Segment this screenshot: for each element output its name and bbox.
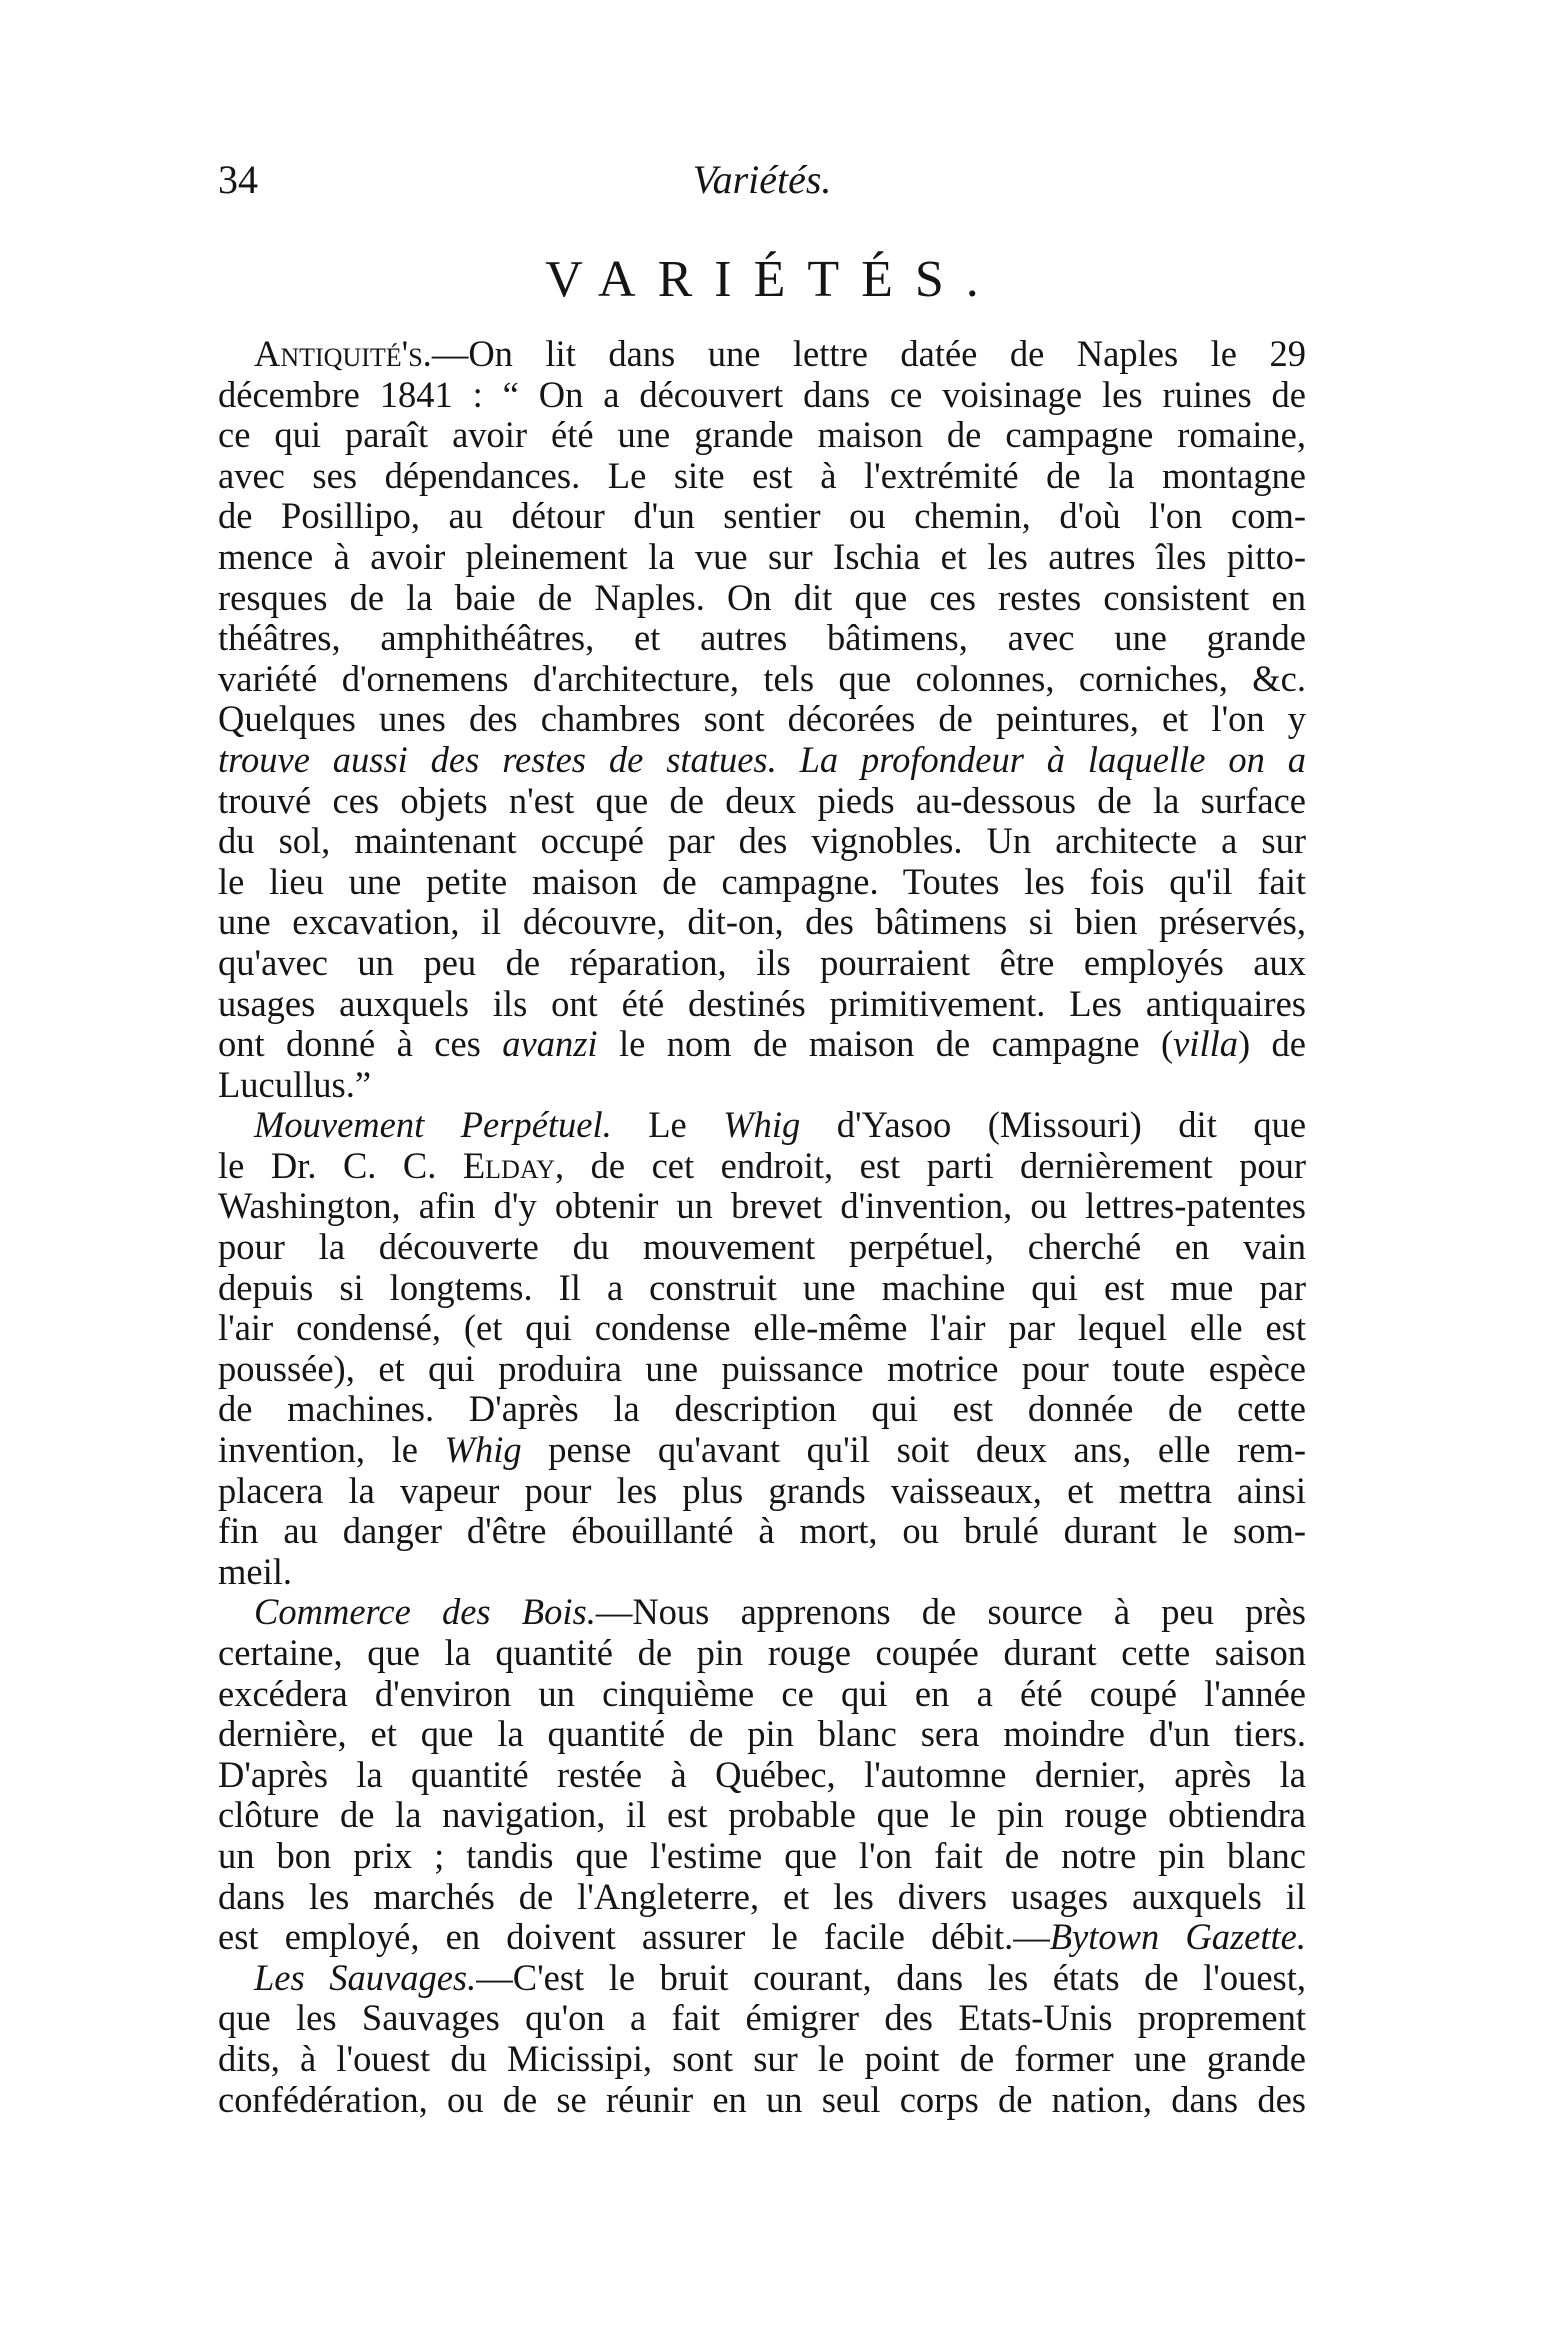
text-line: Washington, afin d'y obtenir un brevet d'invention, ou lettres-patentes: [218, 1186, 1306, 1227]
text-line: poussée), et qui produira une puissance motrice pour toute espèce: [218, 1348, 1306, 1389]
text-line: mence à avoir pleinement la vue sur Ischia et les autres îles pitto-: [218, 536, 1306, 577]
line-text: pense qu'avant qu'il soit deux ans, elle rem-: [521, 1430, 1306, 1471]
article-heading: Antiquité's.: [254, 334, 432, 374]
text-line: [218, 1958, 1306, 1999]
line-text: le nom de maison de campagne (: [597, 1024, 1174, 1065]
text-line: trouvé ces objets n'est que de deux pieds au-dessous de la surface: [218, 780, 1306, 821]
text-line: ce qui paraît avoir été une grande maison de campagne romaine,: [218, 415, 1306, 456]
text-line: Lucullus.”: [218, 1064, 372, 1105]
text-line: que les Sauvages qu'on a fait émigrer des Etats-Unis proprement: [218, 1998, 1306, 2039]
text-line: dernière, et que la quantité de pin blanc sera moindre d'un tiers.: [218, 1714, 1306, 1755]
section-title: VARIÉTÉS.: [545, 251, 1001, 308]
text-line: excédera d'environ un cinquième ce qui en a été coupé l'année: [218, 1673, 1306, 1714]
text-line: [218, 1917, 1306, 1958]
line-text: La profondeur à laquelle on a: [799, 739, 1306, 780]
text-line: [218, 1146, 1306, 1187]
text-line: [218, 1105, 1306, 1146]
line-text: ) de: [1237, 1024, 1306, 1065]
line-text: trouve aussi des restes de statues.: [218, 739, 777, 780]
article-commerce-des-bois: [218, 1592, 1306, 1957]
page-number: 34: [218, 157, 258, 202]
text-line: le lieu une petite maison de campagne. Toutes les fois qu'il fait: [218, 861, 1306, 902]
line-text: —C'est le bruit courant, dans les états de l'ouest,: [476, 1957, 1306, 1998]
text-line: variété d'ornemens d'architecture, tels que colonnes, corniches, &c.: [218, 658, 1306, 699]
line-text: , de cet endroit, est parti dernièrement pour: [555, 1145, 1306, 1186]
running-header: [218, 150, 1306, 210]
italic-word: avanzi: [502, 1024, 598, 1065]
text-line: [218, 740, 1306, 781]
small-caps-name: Elday: [462, 1145, 556, 1186]
text-line: du sol, maintenant occupé par des vignobles. Un architecte a sur: [218, 821, 1306, 862]
italic-word: Whig: [723, 1105, 801, 1146]
text-line: qu'avec un peu de réparation, ils pourraient être employés aux: [218, 942, 1306, 983]
text-line: D'après la quantité restée à Québec, l'automne dernier, après la: [218, 1754, 1306, 1795]
text-line: [218, 1592, 1306, 1633]
text-line: Quelques unes des chambres sont décorées de peintures, et l'on y: [218, 699, 1306, 740]
article-antiquites: [218, 334, 1306, 1105]
text-line: placera la vapeur pour les plus grands vaisseaux, et mettra ainsi: [218, 1470, 1306, 1511]
text-line: [218, 334, 1306, 375]
text-line: certaine, que la quantité de pin rouge coupée durant cette saison: [218, 1633, 1306, 1673]
text-line: [218, 1024, 1306, 1065]
line-text: invention, le: [218, 1430, 445, 1471]
text-line: clôture de la navigation, il est probable que le pin rouge obtiendra: [218, 1795, 1306, 1836]
article-les-sauvages: [218, 1958, 1306, 2120]
text-line: une excavation, il découvre, dit-on, des bâtimens si bien préservés,: [218, 902, 1306, 943]
text-line: usages auxquels ils ont été destinés primitivement. Les antiquaires: [218, 983, 1306, 1024]
line-text: —On lit dans une lettre datée de Naples le 29: [431, 334, 1306, 374]
text-line: avec ses dépendances. Le site est à l'extrémité de la montagne: [218, 455, 1306, 496]
text-line: de Posillipo, au détour d'un sentier ou chemin, d'où l'on com-: [218, 496, 1306, 537]
body-text: [218, 334, 1306, 2120]
text-line: décembre 1841 : “ On a découvert dans ce voisinage les ruines de: [218, 374, 1306, 415]
article-heading: Les Sauvages.: [254, 1957, 477, 1998]
article-heading: Commerce des Bois.: [254, 1592, 596, 1633]
source-citation: Bytown Gazette.: [1049, 1917, 1306, 1958]
text-line: resques de la baie de Naples. On dit que ces restes consistent en: [218, 577, 1306, 618]
text-line: de machines. D'après la description qui est donnée de cette: [218, 1389, 1306, 1430]
italic-word: Whig: [444, 1430, 522, 1471]
text-line: fin au danger d'être ébouillanté à mort, ou brulé durant le som-: [218, 1511, 1306, 1552]
article-mouvement-perpetuel: [218, 1105, 1306, 1592]
text-line: pour la découverte du mouvement perpétuel, cherché en vain: [218, 1227, 1306, 1268]
italic-word: villa: [1173, 1024, 1238, 1065]
article-heading: Mouvement Perpétuel.: [254, 1105, 612, 1146]
line-text: ont donné à ces: [218, 1024, 503, 1065]
text-line: dits, à l'ouest du Micissipi, sont sur le point de former une grande: [218, 2038, 1306, 2079]
running-title: Variétés.: [692, 157, 832, 202]
line-text: d'Yasoo (Missouri) dit que: [800, 1105, 1306, 1146]
text-line: théâtres, amphithéâtres, et autres bâtimens, avec une grande: [218, 618, 1306, 659]
line-text: le Dr. C. C.: [218, 1145, 463, 1186]
line-text: Le: [611, 1105, 724, 1146]
text-line: dans les marchés de l'Angleterre, et les divers usages auxquels il: [218, 1876, 1306, 1917]
text-line: confédération, ou de se réunir en un seul corps de nation, dans des: [218, 2079, 1306, 2120]
line-text: est employé, en doivent assurer le facile débit.—: [218, 1917, 1050, 1958]
line-text: —Nous apprenons de source à peu près: [595, 1592, 1306, 1633]
text-line: l'air condensé, (et qui condense elle-même l'air par lequel elle est: [218, 1308, 1306, 1349]
text-line: depuis si longtems. Il a construit une machine qui est mue par: [218, 1267, 1306, 1308]
text-line: un bon prix ; tandis que l'estime que l'on fait de notre pin blanc: [218, 1835, 1306, 1876]
text-line: [218, 1430, 1306, 1471]
text-line: meil.: [218, 1551, 292, 1592]
